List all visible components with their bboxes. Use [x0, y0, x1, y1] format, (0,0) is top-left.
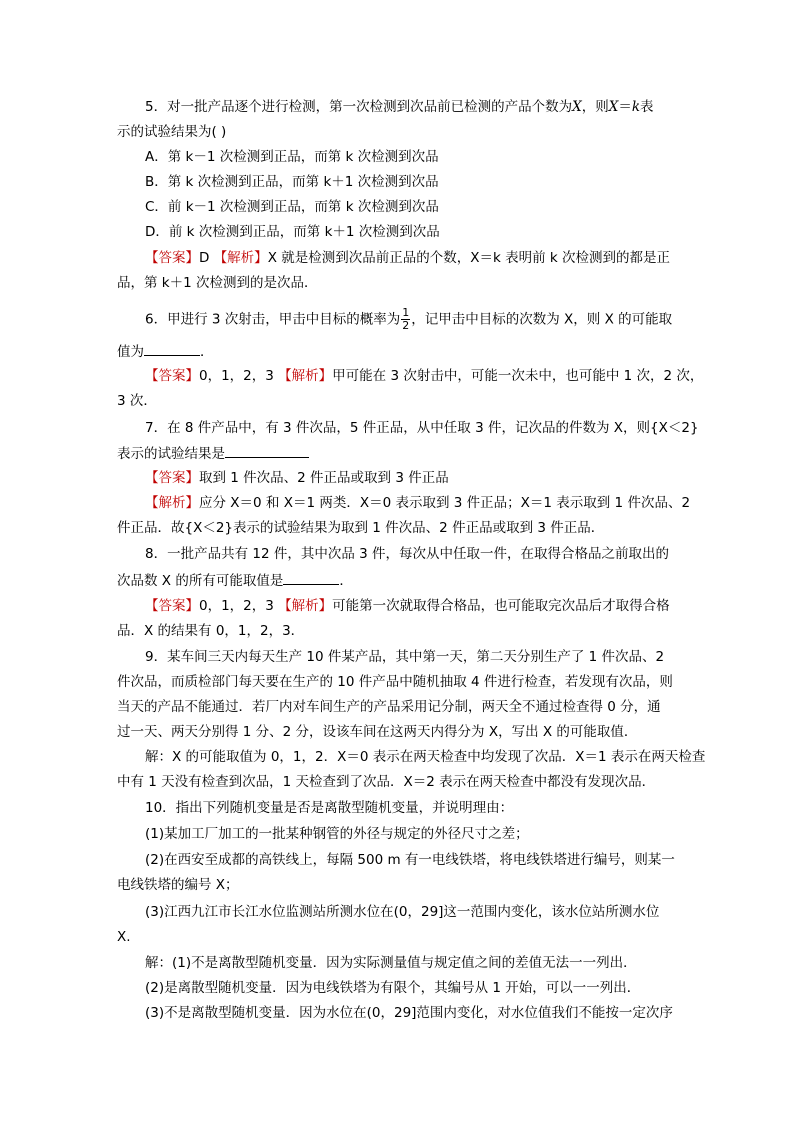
q7-explanation-line2: 件正品．故{X＜2}表示的试验结果为取到 1 件次品、2 件正品或取到 3 件正品．	[117, 520, 605, 536]
q6-answer: 【答案】0，1，2，3 【解析】甲可能在 3 次射击中，可能一次未中，也可能中 1 次，2 次，	[145, 368, 704, 384]
q10-line1: 10．指出下列随机变量是否是离散型随机变量，并说明理由：	[145, 800, 514, 816]
q5-option-a: A．第 k－1 次检测到正品，而第 k 次检测到次品	[145, 149, 439, 165]
q5-option-c: C．前 k－1 次检测到正品，而第 k 次检测到次品	[145, 199, 439, 215]
q6-line2: 值为 ．	[117, 341, 214, 362]
q8-line2: 次品数 X 的所有可能取值是 ．	[117, 570, 353, 591]
q10-solution-line1: 解：(1)不是离散型随机变量．因为实际测量值与规定值之间的差值无法一一列出．	[145, 955, 637, 971]
q7-line2: 表示的试验结果是	[117, 443, 309, 464]
explanation-tag: 【解析】	[278, 368, 333, 384]
explanation-tag: 【解析】	[213, 250, 268, 266]
q5-line1: 5．对一批产品逐个进行检测，第一次检测到次品前已检测的产品个数为X，则X＝k表	[145, 99, 654, 115]
answer-tag: 【答案】	[145, 250, 199, 266]
q5-line2: 示的试验结果为( )	[117, 124, 227, 140]
q9-solution-line2: 中有 1 天没有检查到次品，1 天检查到了次品．X＝2 表示在两天检查中都没有发现次品．	[117, 774, 656, 790]
q10-part2-line2: 电线铁塔的编号 X；	[117, 877, 239, 893]
q9-solution-line1: 解：X 的可能取值为 0，1，2．X＝0 表示在两天检查中均发现了次品．X＝1 表示在两天检查	[145, 749, 706, 765]
fraction: $\frac{1}{2}$	[402, 306, 410, 332]
q7-explanation: 【解析】应分 X＝0 和 X＝1 两类．X＝0 表示取到 3 件正品；X＝1 表示取到 1 件次品、2	[145, 495, 691, 511]
q10-part3-line2: X.	[117, 929, 131, 945]
q6-explanation-line2: 3 次．	[117, 393, 157, 409]
q10-part3-line1: (3)江西九江市长江水位监测站所测水位在(0，29]这一范围内变化，该水位站所测水位	[145, 904, 660, 920]
answer-tag: 【答案】	[145, 598, 199, 614]
answer-blank	[144, 341, 200, 356]
q9-line3: 当天的产品不能通过．若厂内对车间生产的产品采用记分制，两天全不通过检查得 0 分，通	[117, 699, 661, 715]
q7-line1: 7．在 8 件产品中，有 3 件次品，5 件正品，从中任取 3 件，记次品的件数为 X，则{X＜2}	[145, 420, 699, 436]
q7-answer: 【答案】取到 1 件次品、2 件正品或取到 3 件正品	[145, 470, 449, 486]
q9-line2: 件次品，而质检部门每天要在生产的 10 件产品中随机抽取 4 件进行检查，若发现有次品，则	[117, 674, 673, 690]
q9-line1: 9．某车间三天内每天生产 10 件某产品，其中第一天，第二天分别生产了 1 件次品、2	[145, 649, 665, 665]
q5-explanation-line2: 品，第 k＋1 次检测到的是次品．	[117, 275, 318, 291]
answer-tag: 【答案】	[145, 470, 199, 486]
q5-answer: 【答案】D 【解析】X 就是检测到次品前正品的个数，X＝k 表明前 k 次检测到的都是正	[145, 250, 670, 266]
q9-line4: 过一天、两天分别得 1 分、2 分，设该车间在这两天内得分为 X，写出 X 的可能取值．	[117, 724, 638, 740]
explanation-tag: 【解析】	[278, 598, 333, 614]
q5-option-b: B．第 k 次检测到正品，而第 k＋1 次检测到次品	[145, 174, 439, 190]
q10-part1: (1)某加工厂加工的一批某种钢管的外径与规定的外径尺寸之差；	[145, 826, 529, 842]
q8-line1: 8．一批产品共有 12 件，其中次品 3 件，每次从中任取一件，在取得合格品之前取出的	[145, 546, 670, 562]
answer-tag: 【答案】	[145, 368, 199, 384]
q5-option-d: D．前 k 次检测到正品，而第 k＋1 次检测到次品	[145, 224, 440, 240]
q10-solution-line3: (3)不是离散型随机变量．因为水位在(0，29]范围内变化，对水位值我们不能按一定次序	[145, 1005, 673, 1021]
q8-answer: 【答案】0，1，2，3 【解析】可能第一次就取得合格品，也可能取完次品后才取得合格	[145, 598, 670, 614]
answer-blank	[225, 443, 309, 458]
q10-part2-line1: (2)在西安至成都的高铁线上，每隔 500 m 有一电线铁塔，将电线铁塔进行编号，则某一	[145, 852, 675, 868]
q10-solution-line2: (2)是离散型随机变量．因为电线铁塔为有限个，其编号从 1 开始，可以一一列出．	[145, 980, 641, 996]
q6-line1: 6．甲进行 3 次射击，甲击中目标的概率为 $\frac{1}{2}$ ，记甲击中目标的次数为 X，则 X 的可能取	[145, 306, 673, 332]
q8-explanation-line2: 品．X 的结果有 0，1，2，3．	[117, 623, 305, 639]
answer-blank	[283, 570, 339, 585]
explanation-tag: 【解析】	[145, 495, 199, 511]
